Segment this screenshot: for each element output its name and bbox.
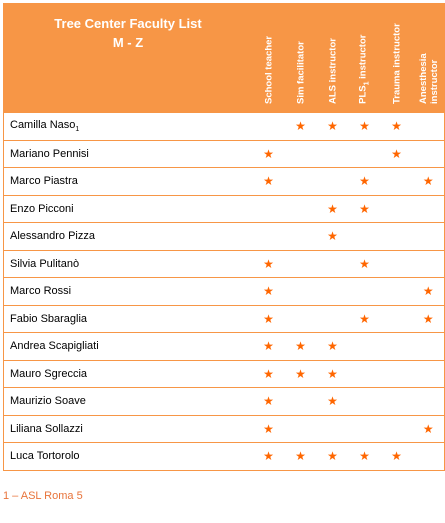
star-icon: ★ bbox=[253, 415, 285, 443]
star-icon: ★ bbox=[349, 250, 381, 278]
table-row bbox=[4, 360, 445, 388]
empty-cell bbox=[285, 305, 317, 333]
empty-cell bbox=[317, 250, 349, 278]
star-icon: ★ bbox=[253, 168, 285, 196]
star-icon: ★ bbox=[349, 168, 381, 196]
star-icon: ★ bbox=[317, 333, 349, 361]
star-icon: ★ bbox=[317, 360, 349, 388]
column-header bbox=[317, 4, 349, 113]
empty-cell bbox=[413, 113, 445, 141]
column-header bbox=[349, 4, 381, 113]
empty-cell bbox=[253, 195, 285, 223]
empty-cell bbox=[413, 223, 445, 251]
table-body bbox=[4, 113, 445, 471]
faculty-name bbox=[4, 250, 253, 278]
table-row bbox=[4, 443, 445, 471]
empty-cell bbox=[317, 305, 349, 333]
column-header-label bbox=[357, 35, 372, 104]
faculty-name bbox=[4, 415, 253, 443]
star-icon: ★ bbox=[317, 443, 349, 471]
empty-cell bbox=[285, 278, 317, 306]
empty-cell bbox=[381, 223, 413, 251]
column-label-text: Sim facilitator bbox=[295, 41, 306, 104]
empty-cell bbox=[317, 278, 349, 306]
star-icon: ★ bbox=[253, 305, 285, 333]
column-header bbox=[413, 4, 445, 113]
faculty-name-text: Andrea Scapigliati bbox=[10, 340, 99, 353]
table-row bbox=[4, 223, 445, 251]
column-label-sub: 1 bbox=[362, 81, 370, 86]
faculty-name bbox=[4, 140, 253, 168]
empty-cell bbox=[285, 223, 317, 251]
faculty-name-text: Enzo Picconi bbox=[10, 202, 74, 215]
faculty-name-text: Fabio Sbaraglia bbox=[10, 312, 88, 325]
star-icon: ★ bbox=[253, 388, 285, 416]
table-row bbox=[4, 195, 445, 223]
faculty-name-text: Marco Rossi bbox=[10, 285, 72, 298]
table-title bbox=[4, 4, 253, 113]
faculty-name bbox=[4, 223, 253, 251]
empty-cell bbox=[349, 360, 381, 388]
empty-cell bbox=[349, 140, 381, 168]
title-line-2: M - Z bbox=[112, 35, 144, 50]
star-icon: ★ bbox=[413, 305, 445, 333]
star-icon: ★ bbox=[285, 113, 317, 141]
star-icon: ★ bbox=[381, 113, 413, 141]
column-label-text: Trauma instructor bbox=[391, 23, 402, 104]
faculty-name bbox=[4, 333, 253, 361]
empty-cell bbox=[381, 388, 413, 416]
star-icon: ★ bbox=[285, 333, 317, 361]
empty-cell bbox=[317, 415, 349, 443]
empty-cell bbox=[381, 360, 413, 388]
star-icon: ★ bbox=[413, 168, 445, 196]
star-icon: ★ bbox=[253, 278, 285, 306]
table-row bbox=[4, 333, 445, 361]
empty-cell bbox=[413, 250, 445, 278]
star-icon: ★ bbox=[317, 388, 349, 416]
star-icon: ★ bbox=[317, 113, 349, 141]
table-row bbox=[4, 305, 445, 333]
faculty-name-text: Luca Tortorolo bbox=[10, 450, 80, 463]
star-icon: ★ bbox=[381, 443, 413, 471]
column-header bbox=[381, 4, 413, 113]
column-label-text: PLS bbox=[357, 85, 369, 104]
footnote: 1 – ASL Roma 5 bbox=[3, 490, 83, 502]
star-icon: ★ bbox=[349, 195, 381, 223]
empty-cell bbox=[285, 388, 317, 416]
empty-cell bbox=[381, 195, 413, 223]
faculty-table bbox=[3, 3, 445, 471]
empty-cell bbox=[413, 443, 445, 471]
faculty-name-text: Maurizio Soave bbox=[10, 395, 86, 408]
empty-cell bbox=[413, 333, 445, 361]
faculty-name bbox=[4, 113, 253, 141]
faculty-name-text: Marco Piastra bbox=[10, 175, 78, 188]
column-header-label bbox=[295, 41, 306, 104]
empty-cell bbox=[413, 195, 445, 223]
empty-cell bbox=[381, 250, 413, 278]
star-icon: ★ bbox=[381, 140, 413, 168]
faculty-name-text: Camilla Naso bbox=[10, 119, 76, 132]
faculty-name bbox=[4, 195, 253, 223]
empty-cell bbox=[285, 250, 317, 278]
star-icon: ★ bbox=[253, 333, 285, 361]
empty-cell bbox=[253, 223, 285, 251]
star-icon: ★ bbox=[253, 443, 285, 471]
star-icon: ★ bbox=[317, 223, 349, 251]
empty-cell bbox=[349, 223, 381, 251]
star-icon: ★ bbox=[285, 443, 317, 471]
star-icon: ★ bbox=[413, 415, 445, 443]
faculty-name bbox=[4, 168, 253, 196]
empty-cell bbox=[285, 195, 317, 223]
faculty-table-container bbox=[3, 3, 439, 471]
faculty-name bbox=[4, 360, 253, 388]
column-label-text: ALS instructor bbox=[327, 38, 338, 104]
empty-cell bbox=[349, 415, 381, 443]
empty-cell bbox=[285, 168, 317, 196]
empty-cell bbox=[381, 305, 413, 333]
empty-cell bbox=[285, 140, 317, 168]
faculty-name-text: Silvia Pulitanò bbox=[10, 257, 80, 270]
table-row bbox=[4, 388, 445, 416]
star-icon: ★ bbox=[413, 278, 445, 306]
title-line-1: Tree Center Faculty List bbox=[54, 16, 202, 31]
star-icon: ★ bbox=[349, 113, 381, 141]
column-label-text: Anesthesia instructor bbox=[417, 53, 440, 104]
faculty-name-text: Liliana Sollazzi bbox=[10, 422, 83, 435]
empty-cell bbox=[317, 168, 349, 196]
star-icon: ★ bbox=[253, 360, 285, 388]
empty-cell bbox=[317, 140, 349, 168]
table-row bbox=[4, 168, 445, 196]
faculty-name bbox=[4, 443, 253, 471]
faculty-name bbox=[4, 278, 253, 306]
star-icon: ★ bbox=[317, 195, 349, 223]
empty-cell bbox=[285, 415, 317, 443]
table-row bbox=[4, 278, 445, 306]
empty-cell bbox=[413, 388, 445, 416]
faculty-name bbox=[4, 388, 253, 416]
star-icon: ★ bbox=[349, 443, 381, 471]
column-header-label bbox=[263, 36, 274, 104]
empty-cell bbox=[381, 278, 413, 306]
faculty-name-text: Alessandro Pizza bbox=[10, 230, 95, 243]
column-header-label bbox=[418, 22, 440, 104]
column-header-label bbox=[391, 23, 402, 104]
affiliation-marker: 1 bbox=[75, 126, 80, 134]
empty-cell bbox=[349, 278, 381, 306]
star-icon: ★ bbox=[253, 250, 285, 278]
table-row bbox=[4, 250, 445, 278]
empty-cell bbox=[381, 168, 413, 196]
faculty-name-text: Mariano Pennisi bbox=[10, 147, 89, 160]
star-icon: ★ bbox=[285, 360, 317, 388]
faculty-name bbox=[4, 305, 253, 333]
empty-cell bbox=[381, 333, 413, 361]
table-row bbox=[4, 140, 445, 168]
header-row bbox=[4, 4, 445, 113]
star-icon: ★ bbox=[349, 305, 381, 333]
table-row bbox=[4, 113, 445, 141]
empty-cell bbox=[413, 360, 445, 388]
column-header bbox=[253, 4, 285, 113]
column-header-label bbox=[327, 38, 338, 104]
empty-cell bbox=[413, 140, 445, 168]
faculty-name-text: Mauro Sgreccia bbox=[10, 367, 88, 380]
star-icon: ★ bbox=[253, 140, 285, 168]
column-label-text: School teacher bbox=[263, 35, 274, 104]
empty-cell bbox=[253, 113, 285, 141]
empty-cell bbox=[381, 415, 413, 443]
column-label-suffix: instructor bbox=[357, 34, 369, 82]
empty-cell bbox=[349, 388, 381, 416]
table-row bbox=[4, 415, 445, 443]
empty-cell bbox=[349, 333, 381, 361]
column-header bbox=[285, 4, 317, 113]
